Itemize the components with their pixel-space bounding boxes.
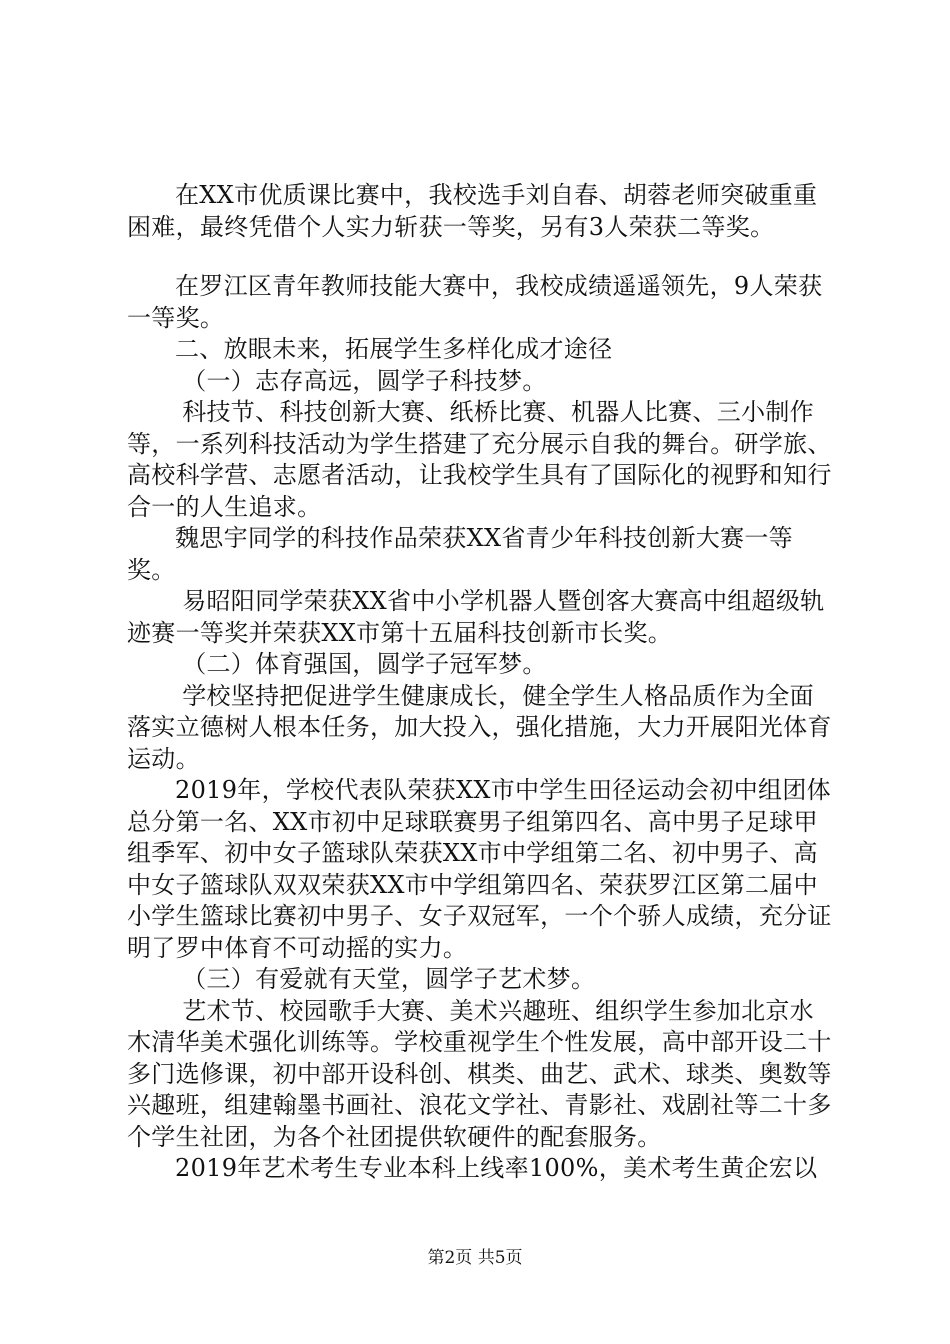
- paragraph-arts-results: 2019年艺术考生专业本科上线率100%，美术考生黄企宏以: [175, 1154, 818, 1182]
- subheading-sports: （二）体育强国，圆学子冠军梦。: [182, 650, 547, 678]
- paragraph-sports-awards: 2019年，学校代表队荣获XX市中学生田径运动会初中组团体总分第一名、XX市初中足球联赛男子组第四名、高中男子足球甲组季军、初中女子篮球队荣获XX市中学组第二名、初中男子、高中女子篮球队双双荣获XX市中学组第四名、荣获罗江区第二届中小学生篮球比赛初中男子、女子双冠军，一个个骄人成绩，充分证明了罗中体育不可动摇的实力。: [127, 776, 832, 962]
- paragraph-contest-result: 在XX市优质课比赛中，我校选手刘自春、胡蓉老师突破重重困难，最终凭借个人实力斩获一等奖，另有3人荣获二等奖。: [127, 181, 818, 241]
- page-indicator: 第2页 共5页: [427, 1248, 523, 1268]
- subheading-science: （一）志存高远，圆学子科技梦。: [182, 366, 547, 395]
- subheading-arts: （三）有爱就有天堂，圆学子艺术梦。: [182, 965, 596, 993]
- paragraph-teacher-skills: 在罗江区青年教师技能大赛中，我校成绩遥遥领先，9人荣获一等奖。: [127, 272, 823, 332]
- section-heading-two: 二、放眼未来，拓展学生多样化成才途径: [175, 335, 613, 363]
- paragraph-arts-activities: 艺术节、校园歌手大赛、美术兴趣班、组织学生参加北京水木清华美术强化训练等。学校重视学生个性发展，高中部开设二十多门选修课，初中部开设科创、棋类、曲艺、武术、球类、奥数等兴趣班，组建翰墨书画社、浪花文学社、青影社、戏剧社等二十多个学生社团，为各个社团提供软硬件的配套服务。: [127, 996, 832, 1151]
- paragraph-sports-policy: 学校坚持把促进学生健康成长，健全学生人格品质作为全面落实立德树人根本任务，加大投入，强化措施，大力开展阳光体育运动。: [127, 681, 832, 773]
- paragraph-science-award-1: 魏思宇同学的科技作品荣获XX省青少年科技创新大赛一等奖。: [127, 524, 793, 584]
- document-body: [127, 180, 835, 1185]
- paragraph-science-activities: 科技节、科技创新大赛、纸桥比赛、机器人比赛、三小制作等，一系列科技活动为学生搭建了充分展示自我的舞台。研学旅、高校科学营、志愿者活动，让我校学生具有了国际化的视野和知行合一的人生追求。: [127, 398, 832, 521]
- paragraph-science-award-2: 易昭阳同学荣获XX省中小学机器人暨创客大赛高中组超级轨迹赛一等奖并荣获XX市第十五届科技创新市长奖。: [127, 587, 825, 647]
